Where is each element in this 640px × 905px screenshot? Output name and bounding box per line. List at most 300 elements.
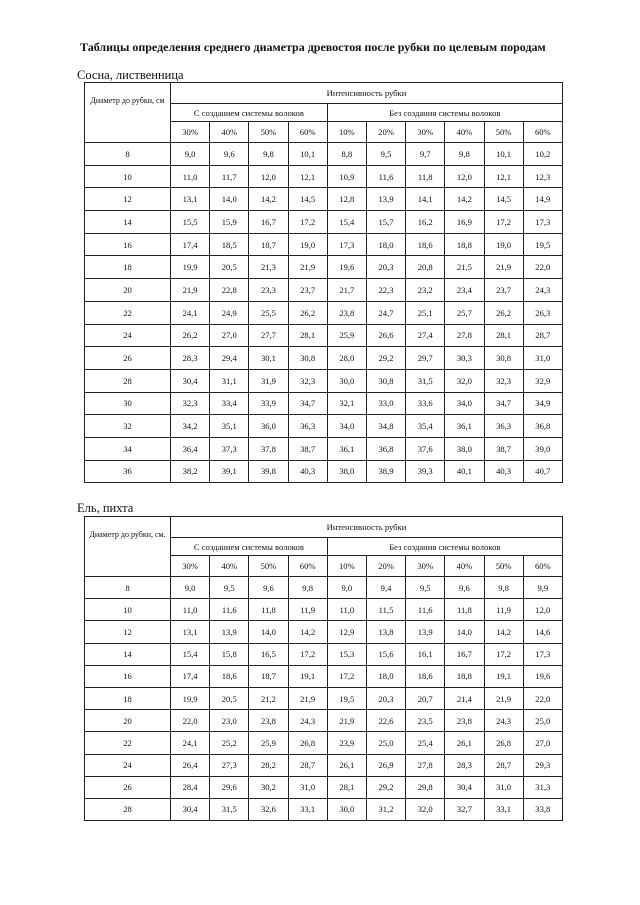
value-cell: 19,0 — [288, 233, 327, 256]
intensity-header: Интенсивность рубки — [171, 517, 563, 538]
value-cell: 23,7 — [484, 279, 523, 302]
value-cell: 31,9 — [249, 369, 288, 392]
table-row — [85, 599, 563, 621]
value-cell: 16,9 — [445, 211, 484, 234]
value-cell: 14,0 — [445, 621, 484, 643]
group-without-skid-trails: Без создания системы волоков — [327, 104, 562, 122]
value-cell: 34,0 — [327, 415, 366, 438]
value-cell: 12,9 — [327, 621, 366, 643]
value-cell: 16,5 — [249, 643, 288, 665]
value-cell: 27,0 — [523, 732, 562, 754]
value-cell: 34,7 — [484, 392, 523, 415]
value-cell: 26,8 — [288, 732, 327, 754]
value-cell: 27,3 — [210, 754, 249, 776]
value-cell: 9,5 — [210, 577, 249, 599]
percent-header: 50% — [484, 122, 523, 143]
value-cell: 18,6 — [406, 233, 445, 256]
value-cell: 30,4 — [171, 798, 210, 820]
value-cell: 38,0 — [327, 460, 366, 483]
value-cell: 34,2 — [171, 415, 210, 438]
value-cell: 28,1 — [484, 324, 523, 347]
table-row — [85, 392, 563, 415]
value-cell: 28,1 — [288, 324, 327, 347]
percent-header: 40% — [445, 556, 484, 577]
diameter-header: Диаметр до рубки, см. — [85, 517, 171, 577]
table-row — [85, 437, 563, 460]
value-cell: 19,9 — [171, 256, 210, 279]
value-cell: 26,2 — [288, 301, 327, 324]
value-cell: 38,2 — [171, 460, 210, 483]
value-cell: 21,5 — [445, 256, 484, 279]
value-cell: 38,7 — [484, 437, 523, 460]
value-cell: 30,8 — [484, 347, 523, 370]
value-cell: 23,5 — [406, 710, 445, 732]
value-cell: 27,4 — [406, 324, 445, 347]
value-cell: 26,8 — [484, 732, 523, 754]
value-cell: 14,2 — [445, 188, 484, 211]
value-cell: 25,2 — [210, 732, 249, 754]
value-cell: 33,1 — [288, 798, 327, 820]
table-row — [85, 347, 563, 370]
value-cell: 28,3 — [445, 754, 484, 776]
value-cell: 30,4 — [171, 369, 210, 392]
value-cell: 18,6 — [210, 665, 249, 687]
value-cell: 32,0 — [445, 369, 484, 392]
percent-header: 40% — [210, 556, 249, 577]
value-cell: 23,9 — [327, 732, 366, 754]
value-cell: 25,9 — [327, 324, 366, 347]
diameter-cell: 36 — [85, 460, 171, 483]
diameter-cell: 20 — [85, 710, 171, 732]
diameter-cell: 8 — [85, 143, 171, 166]
value-cell: 25,4 — [406, 732, 445, 754]
value-cell: 12,1 — [484, 165, 523, 188]
percent-header: 50% — [249, 122, 288, 143]
value-cell: 29,2 — [366, 347, 405, 370]
table-row — [85, 301, 563, 324]
value-cell: 31,2 — [366, 798, 405, 820]
value-cell: 36,4 — [171, 437, 210, 460]
value-cell: 35,4 — [406, 415, 445, 438]
percent-header: 30% — [171, 122, 210, 143]
value-cell: 26,1 — [445, 732, 484, 754]
value-cell: 29,8 — [406, 776, 445, 798]
value-cell: 11,9 — [288, 599, 327, 621]
value-cell: 18,7 — [249, 665, 288, 687]
value-cell: 25,0 — [523, 710, 562, 732]
diameter-cell: 26 — [85, 776, 171, 798]
section-title-pine: Сосна, лиственница — [77, 68, 184, 82]
value-cell: 9,8 — [249, 143, 288, 166]
value-cell: 15,4 — [327, 211, 366, 234]
value-cell: 30,3 — [445, 347, 484, 370]
diameter-cell: 24 — [85, 754, 171, 776]
diameter-cell: 14 — [85, 643, 171, 665]
value-cell: 9,8 — [445, 143, 484, 166]
value-cell: 10,1 — [288, 143, 327, 166]
value-cell: 21,3 — [249, 256, 288, 279]
value-cell: 38,9 — [366, 460, 405, 483]
value-cell: 25,7 — [445, 301, 484, 324]
value-cell: 30,0 — [327, 798, 366, 820]
percent-header: 30% — [406, 556, 445, 577]
group-with-skid-trails: С созданием системы волоков — [171, 538, 328, 556]
value-cell: 15,9 — [210, 211, 249, 234]
diameter-cell: 16 — [85, 233, 171, 256]
diameter-cell: 26 — [85, 347, 171, 370]
value-cell: 18,8 — [445, 233, 484, 256]
value-cell: 9,8 — [288, 577, 327, 599]
group-with-skid-trails: С созданием системы волоков — [171, 104, 328, 122]
table-row — [85, 460, 563, 483]
value-cell: 21,7 — [327, 279, 366, 302]
value-cell: 14,2 — [288, 621, 327, 643]
value-cell: 29,4 — [210, 347, 249, 370]
value-cell: 21,9 — [484, 256, 523, 279]
value-cell: 13,9 — [406, 621, 445, 643]
value-cell: 17,2 — [288, 643, 327, 665]
value-cell: 31,0 — [484, 776, 523, 798]
value-cell: 14,6 — [523, 621, 562, 643]
table-row — [85, 798, 563, 820]
value-cell: 10,2 — [523, 143, 562, 166]
value-cell: 26,2 — [171, 324, 210, 347]
value-cell: 19,9 — [171, 687, 210, 709]
value-cell: 25,5 — [249, 301, 288, 324]
percent-header: 10% — [327, 122, 366, 143]
value-cell: 32,0 — [406, 798, 445, 820]
value-cell: 30,0 — [327, 369, 366, 392]
value-cell: 25,1 — [406, 301, 445, 324]
value-cell: 9,5 — [406, 577, 445, 599]
value-cell: 22,0 — [171, 710, 210, 732]
table-row — [85, 776, 563, 798]
value-cell: 28,1 — [327, 776, 366, 798]
value-cell: 21,9 — [327, 710, 366, 732]
value-cell: 28,2 — [249, 754, 288, 776]
value-cell: 38,0 — [445, 437, 484, 460]
value-cell: 17,4 — [171, 233, 210, 256]
value-cell: 9,0 — [171, 143, 210, 166]
value-cell: 35,1 — [210, 415, 249, 438]
value-cell: 25,0 — [366, 732, 405, 754]
table-row — [85, 211, 563, 234]
diameter-cell: 22 — [85, 301, 171, 324]
value-cell: 17,3 — [523, 643, 562, 665]
value-cell: 30,1 — [249, 347, 288, 370]
diameter-cell: 18 — [85, 256, 171, 279]
value-cell: 15,3 — [327, 643, 366, 665]
value-cell: 15,4 — [171, 643, 210, 665]
value-cell: 28,0 — [327, 347, 366, 370]
value-cell: 9,6 — [249, 577, 288, 599]
value-cell: 32,1 — [327, 392, 366, 415]
value-cell: 17,4 — [171, 665, 210, 687]
value-cell: 14,9 — [523, 188, 562, 211]
value-cell: 33,6 — [406, 392, 445, 415]
value-cell: 9,5 — [366, 143, 405, 166]
value-cell: 13,9 — [210, 621, 249, 643]
header-row-intensity — [85, 517, 563, 538]
value-cell: 33,1 — [484, 798, 523, 820]
value-cell: 16,1 — [406, 643, 445, 665]
value-cell: 10,1 — [484, 143, 523, 166]
table-row — [85, 415, 563, 438]
value-cell: 27,8 — [445, 324, 484, 347]
value-cell: 16,7 — [445, 643, 484, 665]
value-cell: 31,5 — [406, 369, 445, 392]
value-cell: 26,4 — [171, 754, 210, 776]
value-cell: 9,8 — [484, 577, 523, 599]
value-cell: 36,0 — [249, 415, 288, 438]
table-row — [85, 143, 563, 166]
value-cell: 40,7 — [523, 460, 562, 483]
table-row — [85, 577, 563, 599]
value-cell: 10,9 — [327, 165, 366, 188]
value-cell: 9,0 — [171, 577, 210, 599]
table-row — [85, 621, 563, 643]
value-cell: 12,8 — [327, 188, 366, 211]
value-cell: 15,6 — [366, 643, 405, 665]
table-row — [85, 687, 563, 709]
value-cell: 34,7 — [288, 392, 327, 415]
value-cell: 15,8 — [210, 643, 249, 665]
value-cell: 9,0 — [327, 577, 366, 599]
diameter-header: Диаметр до рубки, см — [85, 83, 171, 143]
value-cell: 23,3 — [249, 279, 288, 302]
value-cell: 38,7 — [288, 437, 327, 460]
value-cell: 12,1 — [288, 165, 327, 188]
value-cell: 19,5 — [523, 233, 562, 256]
diameter-cell: 12 — [85, 188, 171, 211]
value-cell: 25,9 — [249, 732, 288, 754]
value-cell: 27,8 — [406, 754, 445, 776]
value-cell: 30,8 — [288, 347, 327, 370]
value-cell: 33,0 — [366, 392, 405, 415]
percent-header: 60% — [288, 556, 327, 577]
value-cell: 23,8 — [327, 301, 366, 324]
value-cell: 24,3 — [484, 710, 523, 732]
value-cell: 24,7 — [366, 301, 405, 324]
percent-header: 30% — [406, 122, 445, 143]
value-cell: 39,8 — [249, 460, 288, 483]
value-cell: 14,5 — [288, 188, 327, 211]
value-cell: 14,0 — [210, 188, 249, 211]
value-cell: 12,0 — [523, 599, 562, 621]
value-cell: 8,8 — [327, 143, 366, 166]
table-row — [85, 369, 563, 392]
value-cell: 14,2 — [484, 621, 523, 643]
value-cell: 32,9 — [523, 369, 562, 392]
value-cell: 14,2 — [249, 188, 288, 211]
table-row — [85, 188, 563, 211]
value-cell: 18,0 — [366, 233, 405, 256]
value-cell: 12,0 — [249, 165, 288, 188]
diameter-cell: 10 — [85, 599, 171, 621]
value-cell: 19,0 — [484, 233, 523, 256]
percent-header: 30% — [171, 556, 210, 577]
value-cell: 37,8 — [249, 437, 288, 460]
value-cell: 31,3 — [523, 776, 562, 798]
percent-header: 50% — [249, 556, 288, 577]
value-cell: 19,6 — [523, 665, 562, 687]
value-cell: 23,8 — [445, 710, 484, 732]
value-cell: 24,1 — [171, 732, 210, 754]
diameter-cell: 10 — [85, 165, 171, 188]
diameter-cell: 14 — [85, 211, 171, 234]
value-cell: 33,4 — [210, 392, 249, 415]
value-cell: 11,9 — [484, 599, 523, 621]
value-cell: 20,5 — [210, 256, 249, 279]
table-row — [85, 665, 563, 687]
value-cell: 26,3 — [523, 301, 562, 324]
table-row — [85, 165, 563, 188]
percent-header: 10% — [327, 556, 366, 577]
value-cell: 21,9 — [171, 279, 210, 302]
value-cell: 26,1 — [327, 754, 366, 776]
value-cell: 23,7 — [288, 279, 327, 302]
value-cell: 18,7 — [249, 233, 288, 256]
value-cell: 13,9 — [366, 188, 405, 211]
value-cell: 36,1 — [327, 437, 366, 460]
table-row — [85, 256, 563, 279]
value-cell: 28,7 — [523, 324, 562, 347]
value-cell: 16,7 — [249, 211, 288, 234]
value-cell: 13,8 — [366, 621, 405, 643]
value-cell: 26,6 — [366, 324, 405, 347]
value-cell: 32,3 — [171, 392, 210, 415]
value-cell: 36,8 — [366, 437, 405, 460]
percent-header: 40% — [210, 122, 249, 143]
value-cell: 9,6 — [445, 577, 484, 599]
value-cell: 11,8 — [406, 165, 445, 188]
value-cell: 34,8 — [366, 415, 405, 438]
value-cell: 11,0 — [327, 599, 366, 621]
value-cell: 20,3 — [366, 687, 405, 709]
value-cell: 18,8 — [445, 665, 484, 687]
value-cell: 11,6 — [366, 165, 405, 188]
value-cell: 9,6 — [210, 143, 249, 166]
diameter-cell: 30 — [85, 392, 171, 415]
value-cell: 30,8 — [366, 369, 405, 392]
value-cell: 22,8 — [210, 279, 249, 302]
value-cell: 11,0 — [171, 599, 210, 621]
value-cell: 40,3 — [288, 460, 327, 483]
table-row — [85, 754, 563, 776]
percent-header: 60% — [523, 556, 562, 577]
value-cell: 29,2 — [366, 776, 405, 798]
value-cell: 18,5 — [210, 233, 249, 256]
value-cell: 19,6 — [327, 256, 366, 279]
value-cell: 15,7 — [366, 211, 405, 234]
value-cell: 32,7 — [445, 798, 484, 820]
value-cell: 20,3 — [366, 256, 405, 279]
value-cell: 14,1 — [406, 188, 445, 211]
value-cell: 21,2 — [249, 687, 288, 709]
value-cell: 23,4 — [445, 279, 484, 302]
value-cell: 28,7 — [288, 754, 327, 776]
diameter-cell: 24 — [85, 324, 171, 347]
diameter-cell: 34 — [85, 437, 171, 460]
value-cell: 29,6 — [210, 776, 249, 798]
value-cell: 12,0 — [445, 165, 484, 188]
percent-header: 40% — [445, 122, 484, 143]
value-cell: 39,0 — [523, 437, 562, 460]
table-row — [85, 324, 563, 347]
value-cell: 40,1 — [445, 460, 484, 483]
value-cell: 17,2 — [288, 211, 327, 234]
value-cell: 9,4 — [366, 577, 405, 599]
value-cell: 33,9 — [249, 392, 288, 415]
value-cell: 40,3 — [484, 460, 523, 483]
value-cell: 31,0 — [523, 347, 562, 370]
value-cell: 21,9 — [484, 687, 523, 709]
percent-header: 20% — [366, 556, 405, 577]
value-cell: 27,7 — [249, 324, 288, 347]
value-cell: 36,1 — [445, 415, 484, 438]
diameter-cell: 32 — [85, 415, 171, 438]
value-cell: 20,7 — [406, 687, 445, 709]
value-cell: 11,8 — [249, 599, 288, 621]
table-row — [85, 233, 563, 256]
header-row-intensity — [85, 83, 563, 104]
table-row — [85, 279, 563, 302]
value-cell: 31,0 — [288, 776, 327, 798]
value-cell: 26,9 — [366, 754, 405, 776]
value-cell: 27,0 — [210, 324, 249, 347]
value-cell: 29,7 — [406, 347, 445, 370]
value-cell: 24,3 — [523, 279, 562, 302]
value-cell: 39,3 — [406, 460, 445, 483]
value-cell: 24,9 — [210, 301, 249, 324]
value-cell: 23,0 — [210, 710, 249, 732]
value-cell: 32,3 — [288, 369, 327, 392]
value-cell: 37,6 — [406, 437, 445, 460]
value-cell: 18,6 — [406, 665, 445, 687]
group-without-skid-trails: Без создания системы волоков — [327, 538, 562, 556]
table-row — [85, 710, 563, 732]
diameter-cell: 16 — [85, 665, 171, 687]
value-cell: 11,5 — [366, 599, 405, 621]
value-cell: 36,3 — [484, 415, 523, 438]
value-cell: 15,5 — [171, 211, 210, 234]
percent-header: 60% — [523, 122, 562, 143]
value-cell: 11,8 — [445, 599, 484, 621]
value-cell: 21,9 — [288, 687, 327, 709]
percent-header: 20% — [366, 122, 405, 143]
value-cell: 11,7 — [210, 165, 249, 188]
value-cell: 23,8 — [249, 710, 288, 732]
value-cell: 19,1 — [288, 665, 327, 687]
diameter-cell: 20 — [85, 279, 171, 302]
value-cell: 22,3 — [366, 279, 405, 302]
diameter-cell: 22 — [85, 732, 171, 754]
diameter-cell: 28 — [85, 369, 171, 392]
value-cell: 23,2 — [406, 279, 445, 302]
value-cell: 26,2 — [484, 301, 523, 324]
value-cell: 13,1 — [171, 621, 210, 643]
value-cell: 32,3 — [484, 369, 523, 392]
value-cell: 39,1 — [210, 460, 249, 483]
value-cell: 21,9 — [288, 256, 327, 279]
value-cell: 9,7 — [406, 143, 445, 166]
document-title: Таблицы определения среднего диаметра древостоя после рубки по целевым породам — [80, 40, 546, 54]
value-cell: 11,0 — [171, 165, 210, 188]
value-cell: 17,2 — [327, 665, 366, 687]
value-cell: 11,6 — [210, 599, 249, 621]
value-cell: 32,6 — [249, 798, 288, 820]
value-cell: 37,3 — [210, 437, 249, 460]
